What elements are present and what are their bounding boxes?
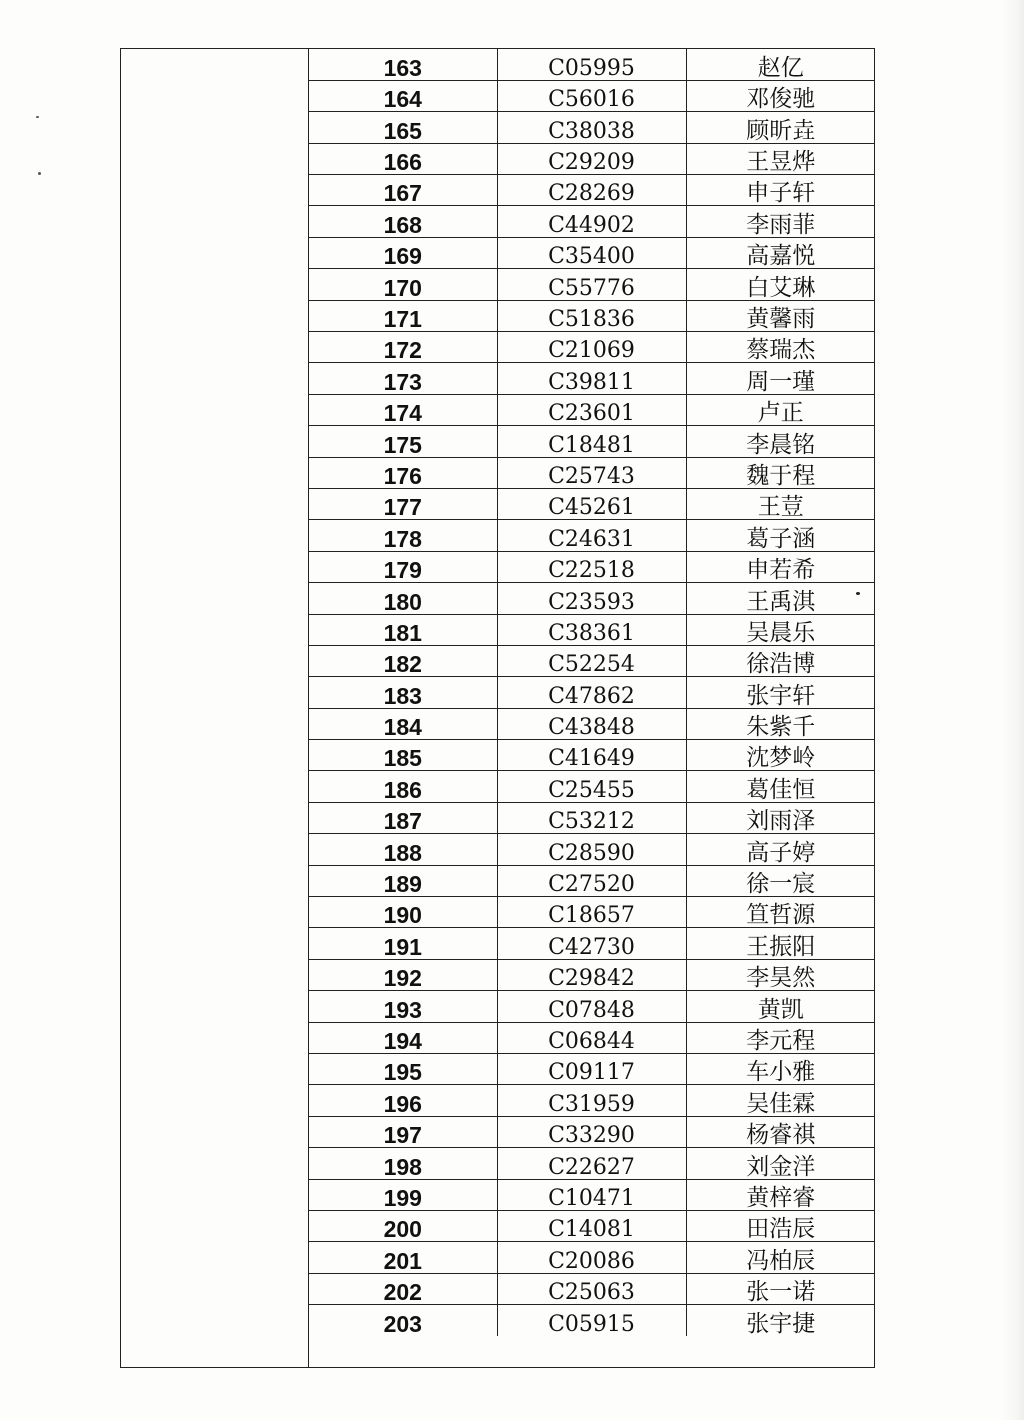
- student-name-cell: 魏于程: [686, 457, 875, 488]
- student-name-cell: 高嘉悦: [686, 237, 875, 268]
- student-name-cell: 朱紫千: [686, 708, 875, 739]
- roster-sheet: [120, 48, 875, 1368]
- row-number-cell: 189: [309, 865, 497, 896]
- table-row: [309, 520, 875, 551]
- table-row: [309, 834, 875, 865]
- row-number-cell: 178: [309, 520, 497, 551]
- student-name-cell: 申若希: [686, 551, 875, 582]
- table-row: [309, 206, 875, 237]
- row-number-cell: 171: [309, 300, 497, 331]
- row-number-cell: 170: [309, 269, 497, 300]
- table-row: [309, 583, 875, 614]
- row-number-cell: 192: [309, 959, 497, 990]
- exam-code-cell: C10471: [497, 1179, 686, 1210]
- table-row: [309, 394, 875, 425]
- exam-code-cell: C23601: [497, 394, 686, 425]
- exam-code-cell: C39811: [497, 363, 686, 394]
- student-name-cell: 蔡瑞杰: [686, 332, 875, 363]
- student-name-cell: 张宇捷: [746, 1311, 816, 1338]
- student-name-cell: 吴晨乐: [686, 614, 875, 645]
- exam-code-cell: C21069: [497, 332, 686, 363]
- row-number-cell: 180: [309, 583, 497, 614]
- student-name-cell: 卢正: [686, 394, 875, 425]
- row-number-cell: 164: [309, 80, 497, 111]
- student-name-cell: 刘雨泽: [686, 802, 875, 833]
- student-name-cell: 徐一宸: [686, 865, 875, 896]
- exam-code-cell: C07848: [497, 991, 686, 1022]
- row-number-cell: 202: [309, 1273, 497, 1304]
- table-row: [309, 959, 875, 990]
- exam-code-cell: C22518: [497, 551, 686, 582]
- table-row: [309, 332, 875, 363]
- student-name-cell: 周一瑾: [686, 363, 875, 394]
- student-name-cell: 笪哲源: [686, 897, 875, 928]
- exam-code-cell: C53212: [497, 802, 686, 833]
- student-name-cell: 赵亿: [686, 49, 875, 80]
- table-row: [309, 1022, 875, 1053]
- scan-speck: [38, 172, 41, 175]
- table-row: [309, 771, 875, 802]
- row-number-cell: 173: [309, 363, 497, 394]
- exam-code-cell: C33290: [497, 1116, 686, 1147]
- student-name-cell: 刘金洋: [686, 1148, 875, 1179]
- row-number-cell: 197: [309, 1116, 497, 1147]
- exam-code-cell: C25063: [497, 1273, 686, 1304]
- table-row: [309, 897, 875, 928]
- exam-code-cell: C22627: [497, 1148, 686, 1179]
- table-row: [309, 991, 875, 1022]
- table-row: [309, 300, 875, 331]
- exam-code-cell: C42730: [497, 928, 686, 959]
- row-number-cell: 194: [309, 1022, 497, 1053]
- student-name-cell: 邓俊驰: [686, 80, 875, 111]
- row-number-cell: 167: [309, 175, 497, 206]
- table-row: [309, 1179, 875, 1210]
- row-number-cell: 184: [309, 708, 497, 739]
- student-name-cell: 冯柏辰: [686, 1242, 875, 1273]
- table-row: [309, 1116, 875, 1147]
- exam-code-cell: C20086: [497, 1242, 686, 1273]
- student-name-cell: 田浩辰: [686, 1210, 875, 1241]
- exam-code-cell: C44902: [497, 206, 686, 237]
- table-row: [309, 1273, 875, 1304]
- exam-code-cell: C47862: [497, 677, 686, 708]
- table-row: [309, 49, 875, 80]
- exam-code-cell: C09117: [497, 1054, 686, 1085]
- exam-code-cell: C29842: [497, 959, 686, 990]
- exam-code-cell: C06844: [497, 1022, 686, 1053]
- student-name-cell: 葛子涵: [686, 520, 875, 551]
- student-name-cell: 李元程: [686, 1022, 875, 1053]
- exam-code-cell: C55776: [497, 269, 686, 300]
- table-row: [309, 1242, 875, 1273]
- student-name-cell: 李雨菲: [686, 206, 875, 237]
- exam-code-cell: C52254: [497, 645, 686, 676]
- table-row: [309, 928, 875, 959]
- table-row: [309, 457, 875, 488]
- row-number-cell: 165: [309, 112, 497, 143]
- student-name-cell: 李昊然: [686, 959, 875, 990]
- row-number-cell: 168: [309, 206, 497, 237]
- exam-code-cell: C23593: [497, 583, 686, 614]
- exam-code-cell: C27520: [497, 865, 686, 896]
- row-number-cell: 174: [309, 394, 497, 425]
- row-number-cell: 203: [309, 1305, 497, 1336]
- table-row: [309, 143, 875, 174]
- student-name-cell: 王荳: [686, 488, 875, 519]
- exam-code-cell: C14081: [497, 1210, 686, 1241]
- table-row: [309, 1085, 875, 1116]
- row-number-cell: 199: [309, 1179, 497, 1210]
- table-row: [309, 1210, 875, 1241]
- student-name-cell: 王昱烨: [686, 143, 875, 174]
- student-name-cell: 黄梓睿: [686, 1179, 875, 1210]
- table-row: [309, 80, 875, 111]
- row-number-cell: 169: [309, 237, 497, 268]
- exam-code-cell: C18657: [497, 897, 686, 928]
- table-row: [309, 551, 875, 582]
- table-row: [309, 269, 875, 300]
- exam-code-cell: C28590: [497, 834, 686, 865]
- exam-code-cell: C45261: [497, 488, 686, 519]
- table-row: [309, 112, 875, 143]
- row-number-cell: 200: [309, 1210, 497, 1241]
- table-row: [309, 175, 875, 206]
- row-number-cell: 191: [309, 928, 497, 959]
- table-row: [309, 363, 875, 394]
- row-number-cell: 175: [309, 426, 497, 457]
- student-name-cell: 高子婷: [686, 834, 875, 865]
- exam-code-cell: C05995: [497, 49, 686, 80]
- row-number-cell: 201: [309, 1242, 497, 1273]
- exam-code-cell: C35400: [497, 237, 686, 268]
- student-name-cell: 王振阳: [686, 928, 875, 959]
- row-number-cell: 183: [309, 677, 497, 708]
- student-name-cell: 张一诺: [686, 1273, 875, 1304]
- exam-code-cell: C51836: [497, 300, 686, 331]
- student-name-cell: 沈梦岭: [686, 740, 875, 771]
- roster-table-body: [309, 49, 875, 1336]
- row-number-cell: 181: [309, 614, 497, 645]
- student-name-cell: 徐浩博: [686, 645, 875, 676]
- student-name-cell: 顾昕垚: [686, 112, 875, 143]
- student-name-cell: 车小雅: [686, 1054, 875, 1085]
- exam-code-cell: C31959: [497, 1085, 686, 1116]
- row-number-cell: 198: [309, 1148, 497, 1179]
- row-number-cell: 190: [309, 897, 497, 928]
- exam-code-cell: C18481: [497, 426, 686, 457]
- student-name-cell: 吴佳霖: [686, 1085, 875, 1116]
- row-number-cell: 166: [309, 143, 497, 174]
- row-number-cell: 179: [309, 551, 497, 582]
- row-number-cell: 172: [309, 332, 497, 363]
- student-name-cell: 申子轩: [686, 175, 875, 206]
- student-name-cell: 黄凯: [686, 991, 875, 1022]
- exam-code-cell: C28269: [497, 175, 686, 206]
- table-row: [309, 1305, 875, 1336]
- table-row: [309, 740, 875, 771]
- table-row: [309, 708, 875, 739]
- exam-code-cell: C29209: [497, 143, 686, 174]
- exam-code-cell: C56016: [497, 80, 686, 111]
- roster-table: [309, 49, 875, 1336]
- exam-code-cell: C24631: [497, 520, 686, 551]
- student-name-cell: 张宇轩: [686, 677, 875, 708]
- row-number-cell: 182: [309, 645, 497, 676]
- row-number-cell: 193: [309, 991, 497, 1022]
- exam-code-cell: C38038: [497, 112, 686, 143]
- blank-merged-column: [121, 49, 309, 1367]
- row-number-cell: 185: [309, 740, 497, 771]
- row-number-cell: 188: [309, 834, 497, 865]
- row-number-cell: 186: [309, 771, 497, 802]
- row-number-cell: 176: [309, 457, 497, 488]
- table-row: [309, 488, 875, 519]
- table-row: [309, 614, 875, 645]
- table-row: [309, 1054, 875, 1085]
- table-row: [309, 677, 875, 708]
- exam-code-cell: C25743: [497, 457, 686, 488]
- scan-shadow-edge: [1002, 0, 1024, 1420]
- row-number-cell: 177: [309, 488, 497, 519]
- row-number-cell: 195: [309, 1054, 497, 1085]
- row-number-cell: 196: [309, 1085, 497, 1116]
- table-row: [309, 1148, 875, 1179]
- exam-code-cell: C43848: [497, 708, 686, 739]
- table-row: [309, 237, 875, 268]
- table-row: [309, 426, 875, 457]
- student-name-cell: 葛佳恒: [686, 771, 875, 802]
- scan-speck: [36, 116, 39, 118]
- exam-code-cell: C05915: [497, 1305, 686, 1336]
- table-row: [309, 645, 875, 676]
- table-row: [309, 865, 875, 896]
- row-number-cell: 187: [309, 802, 497, 833]
- table-row: [309, 802, 875, 833]
- student-name-cell: 李晨铭: [686, 426, 875, 457]
- exam-code-cell: C41649: [497, 740, 686, 771]
- student-name-cell: 杨睿祺: [686, 1116, 875, 1147]
- exam-code-cell: C25455: [497, 771, 686, 802]
- student-name-cell: 白艾琳: [686, 269, 875, 300]
- student-name-cell: 王禹淇: [686, 583, 875, 614]
- row-number-cell: 163: [309, 49, 497, 80]
- exam-code-cell: C38361: [497, 614, 686, 645]
- student-name-cell: 黄馨雨: [686, 300, 875, 331]
